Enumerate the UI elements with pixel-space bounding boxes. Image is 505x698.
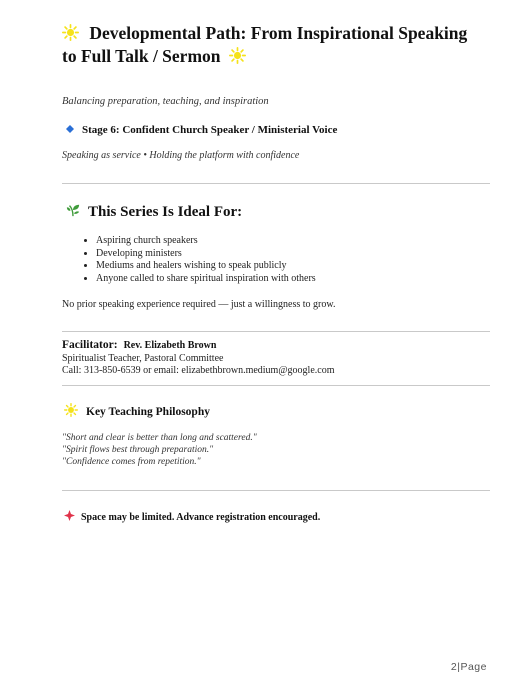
list-item: • Aspiring church speakers: [96, 235, 316, 248]
quote: "Spirit flows best through preparation.": [62, 445, 214, 455]
sun-icon: [62, 24, 79, 41]
list-item: • Mediums and healers wishing to speak publicly: [96, 260, 316, 273]
sprout-icon: [66, 203, 80, 217]
ideal-for-list: [78, 235, 316, 285]
quote: "Short and clear is better than long and scattered.": [62, 433, 257, 443]
title-text: Developmental Path: From Inspirational Speaking to Full Talk / Sermon: [62, 23, 468, 66]
pin-icon: [64, 510, 75, 521]
divider: [62, 183, 490, 184]
stage-label: Stage 6: Confident Church Speaker / Ministerial Voice: [82, 124, 338, 136]
experience-note: No prior speaking experience required — just a willingness to grow.: [62, 299, 336, 310]
divider: [62, 490, 490, 491]
ideal-for-heading-text: This Series Is Ideal For:: [88, 204, 243, 220]
philosophy-heading: [64, 403, 210, 418]
notice-text: Space may be limited. Advance registration encouraged.: [81, 512, 321, 523]
ideal-for-heading: [66, 203, 242, 221]
facilitator-line: [62, 339, 334, 353]
facilitator-label: Facilitator:: [62, 339, 118, 351]
diamond-icon: [66, 125, 74, 133]
philosophy-heading-text: Key Teaching Philosophy: [86, 406, 210, 418]
page-separator: |: [457, 661, 461, 673]
sun-icon: [229, 47, 246, 64]
page-number: 2: [450, 661, 458, 673]
divider: [62, 331, 490, 332]
list-item: • Developing ministers: [96, 248, 316, 261]
list-item: • Anyone called to share spiritual inspiration with others: [96, 273, 316, 286]
facilitator-contact: Call: 313-850-6539 or email: elizabethbrown.medium@google.com: [62, 365, 335, 376]
stage-tagline: Speaking as service • Holding the platform with confidence: [62, 150, 300, 161]
page-subtitle: Balancing preparation, teaching, and inspiration: [62, 96, 269, 107]
page-title: [62, 22, 482, 68]
quote: "Confidence comes from repetition.": [62, 457, 201, 467]
facilitator-name: Rev. Elizabeth Brown: [123, 340, 217, 351]
page-footer: [451, 661, 487, 673]
philosophy-quotes: [62, 432, 257, 468]
registration-notice: [64, 510, 320, 523]
divider: [62, 385, 490, 386]
page-word: Page: [460, 661, 487, 673]
sun-icon: [64, 403, 78, 417]
stage-heading: [66, 124, 337, 136]
facilitator-roles: Spiritualist Teacher, Pastoral Committee: [62, 352, 224, 364]
facilitator-block: [62, 339, 334, 378]
